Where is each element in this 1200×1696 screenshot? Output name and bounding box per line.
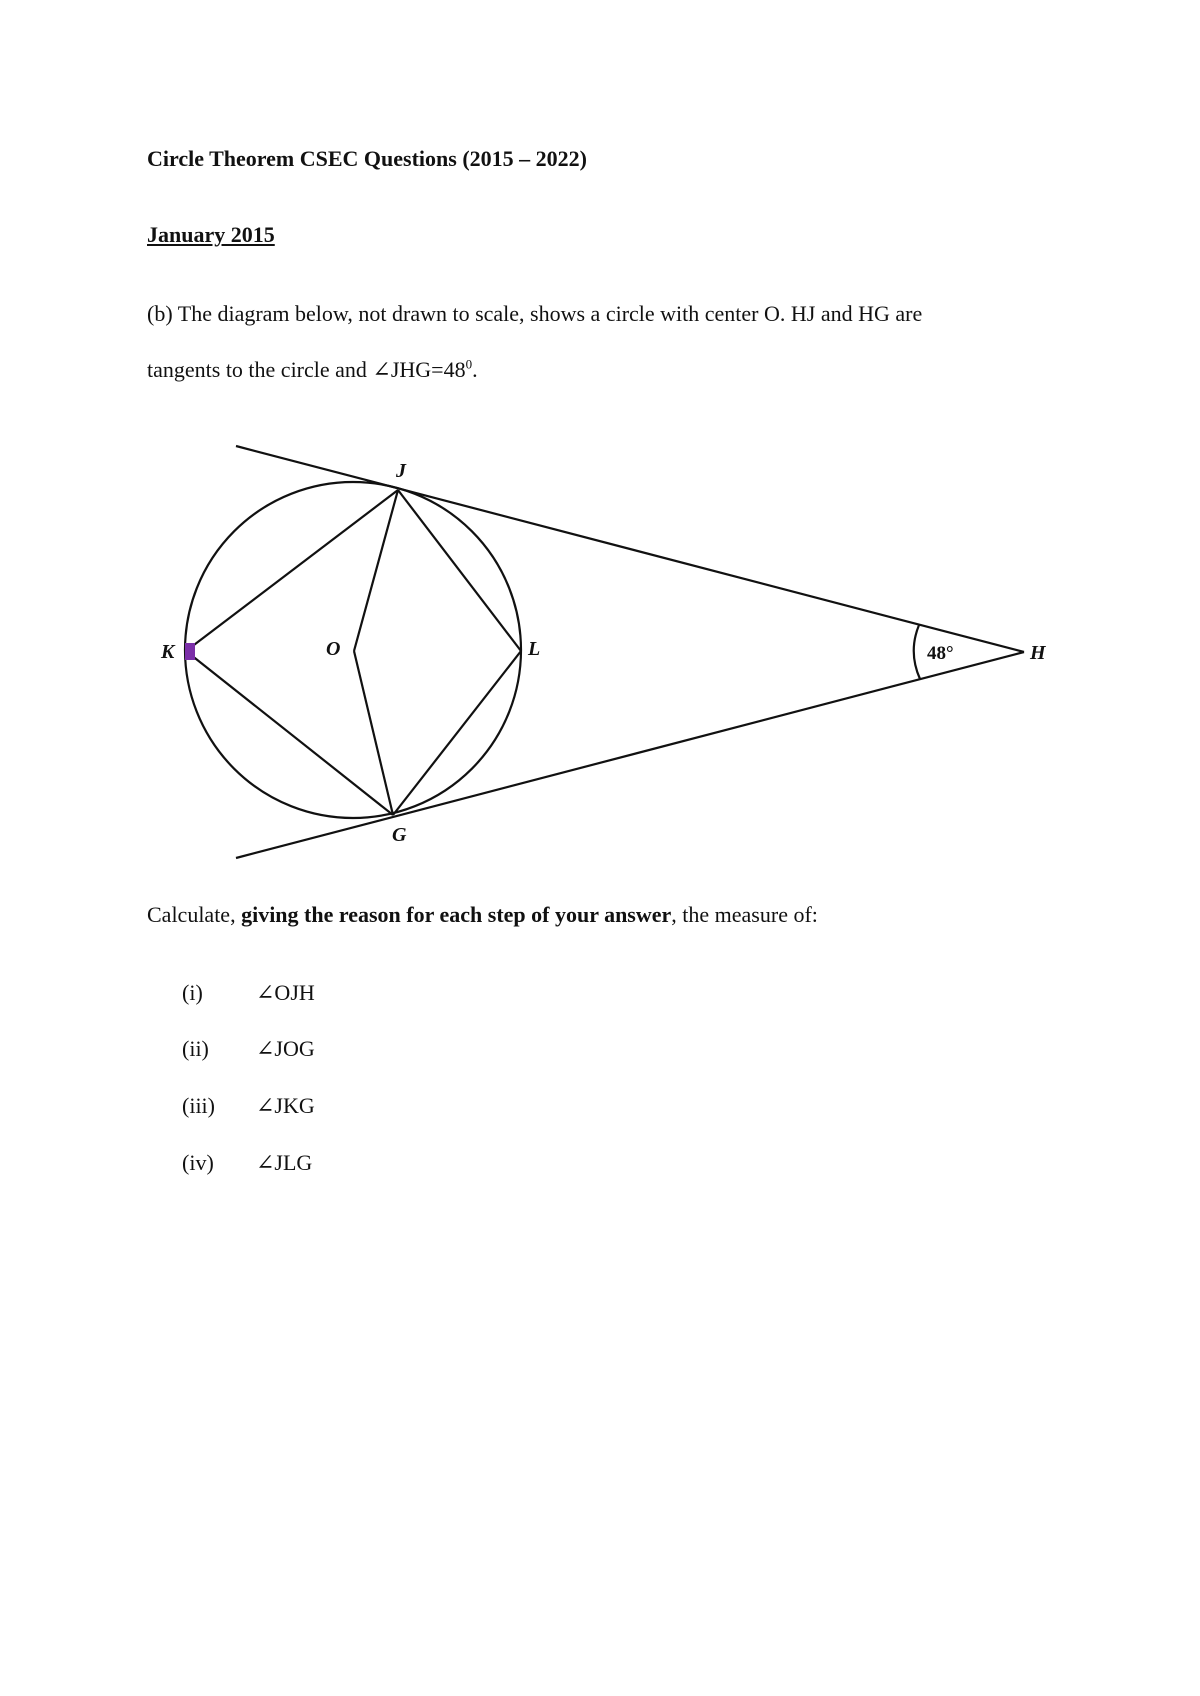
tangent-line-hj (236, 446, 1024, 652)
marker-k (185, 643, 195, 660)
chord-jl (398, 490, 521, 651)
instruction-prefix: Calculate, (147, 902, 242, 927)
label-g: G (392, 824, 407, 846)
chord-kg (186, 651, 393, 815)
radius-og (354, 651, 393, 815)
list-item (182, 980, 315, 1006)
label-h: H (1030, 642, 1046, 664)
list-item (182, 1093, 315, 1119)
instruction-suffix: , the measure of: (671, 902, 818, 927)
item-label: ∠OJH (256, 980, 315, 1005)
list-item (182, 1150, 312, 1176)
chord-lg (393, 651, 521, 815)
degree-superscript: 0 (465, 356, 473, 372)
tangent-line-hg (236, 652, 1024, 858)
label-o: O (326, 638, 341, 660)
question-text-line-2-main: tangents to the circle and ∠JHG=48 (147, 357, 466, 382)
item-label: ∠JLG (256, 1150, 313, 1175)
angle-arc-h (914, 625, 920, 679)
instruction-text (147, 902, 818, 928)
item-label: ∠JKG (256, 1093, 315, 1118)
instruction-bold: giving the reason for each step of your answer (241, 902, 672, 927)
list-item (182, 1036, 315, 1062)
label-k: K (161, 641, 175, 663)
item-number: (ii) (182, 1036, 209, 1061)
section-heading: January 2015 (147, 222, 275, 247)
question-text-line-1: (b) The diagram below, not drawn to scale, shows a circle with center O. HJ and HG are (147, 301, 923, 326)
label-j: J (396, 460, 406, 482)
question-text-line-2-end: . (472, 357, 478, 382)
radius-oj (354, 490, 398, 651)
circle (185, 482, 521, 818)
item-label: ∠JOG (256, 1036, 315, 1061)
angle-label: 48° (927, 643, 954, 664)
chord-jk (186, 490, 398, 651)
item-number: (i) (182, 980, 203, 1005)
item-number: (iii) (182, 1093, 215, 1118)
label-l: L (528, 638, 541, 660)
item-number: (iv) (182, 1150, 214, 1175)
document-title: Circle Theorem CSEC Questions (2015 – 2022) (147, 146, 587, 171)
